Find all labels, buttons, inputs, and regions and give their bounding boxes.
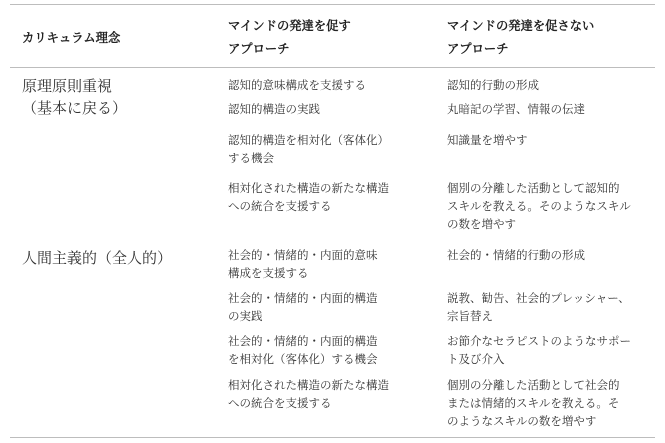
principle-line: （基本に戻る） <box>22 99 128 117</box>
cell-line: 認知的行動の形成 <box>447 78 539 92</box>
header-col2-line: アプローチ <box>228 42 290 56</box>
cell-line: 知識量を増やす <box>447 133 528 147</box>
hinder-cell <box>447 100 585 118</box>
hinder-cell <box>447 76 539 94</box>
cell-line: への統合を支援する <box>228 396 332 410</box>
cell-line: 丸暗記の学習、情報の伝達 <box>447 102 585 116</box>
header-col3-line: アプローチ <box>447 42 509 56</box>
cell-line: 宗旨替え <box>447 309 493 323</box>
cell-line: する機会 <box>228 151 274 165</box>
cell-line: の実践 <box>228 309 263 323</box>
cell-line: への統合を支援する <box>228 199 332 213</box>
header-col3-line: マインドの発達を促さない <box>447 19 595 33</box>
promote-cell <box>228 332 378 368</box>
cell-line: 個別の分離した活動として認知的 <box>447 181 620 195</box>
cell-line: 社会的・情緒的・内面的構造 <box>228 291 378 305</box>
header-hinder-approach <box>447 15 594 61</box>
cell-line: 社会的・情緒的・内面的意味 <box>228 248 378 262</box>
principle-line: 人間主義的（全人的） <box>22 249 173 267</box>
header-col2-line: マインドの発達を促す <box>228 19 351 33</box>
promote-cell <box>228 376 389 412</box>
cell-line: 認知的構造を相対化（客体化） <box>228 133 389 147</box>
promote-cell <box>228 179 389 215</box>
cell-line: 社会的・情緒的・内面的構造 <box>228 334 378 348</box>
hinder-cell <box>447 376 620 430</box>
cell-line: お節介なセラピストのようなサポー <box>447 334 631 348</box>
hinder-cell <box>447 246 585 264</box>
cell-line: 構成を支援する <box>228 266 309 280</box>
principle-humanistic <box>22 247 172 269</box>
cell-line: 社会的・情緒的行動の形成 <box>447 248 585 262</box>
header-promote-approach <box>228 15 351 61</box>
cell-line: または情緒的スキルを教える。そ <box>447 396 620 410</box>
cell-line: のようなスキルの数を増やす <box>447 414 597 428</box>
hinder-cell <box>447 179 631 233</box>
principle-basics <box>22 75 127 119</box>
cell-line: 相対化された構造の新たな構造 <box>228 378 389 392</box>
header-curriculum-principle <box>22 27 120 50</box>
cell-line: 相対化された構造の新たな構造 <box>228 181 389 195</box>
cell-line: 認知的構造の実践 <box>228 102 320 116</box>
principle-line: 原理原則重視 <box>22 77 113 95</box>
table-bottom-rule <box>10 437 655 438</box>
header-divider <box>10 67 655 68</box>
cell-line: の数を増やす <box>447 217 516 231</box>
hinder-cell <box>447 289 630 325</box>
promote-cell <box>228 246 378 282</box>
promote-cell <box>228 100 320 118</box>
cell-line: 説教、勧告、社会的プレッシャー、 <box>447 291 630 305</box>
cell-line: スキルを教える。そのようなスキル <box>447 199 631 213</box>
hinder-cell <box>447 131 528 149</box>
cell-line: 認知的意味構成を支援する <box>228 78 366 92</box>
hinder-cell <box>447 332 631 368</box>
promote-cell <box>228 76 366 94</box>
header-col1-text: カリキュラム理念 <box>22 31 121 45</box>
cell-line: ト及び介入 <box>447 352 505 366</box>
promote-cell <box>228 131 389 167</box>
cell-line: 個別の分離した活動として社会的 <box>447 378 620 392</box>
cell-line: を相対化（客体化）する機会 <box>228 352 378 366</box>
promote-cell <box>228 289 378 325</box>
table-top-rule <box>10 4 655 5</box>
